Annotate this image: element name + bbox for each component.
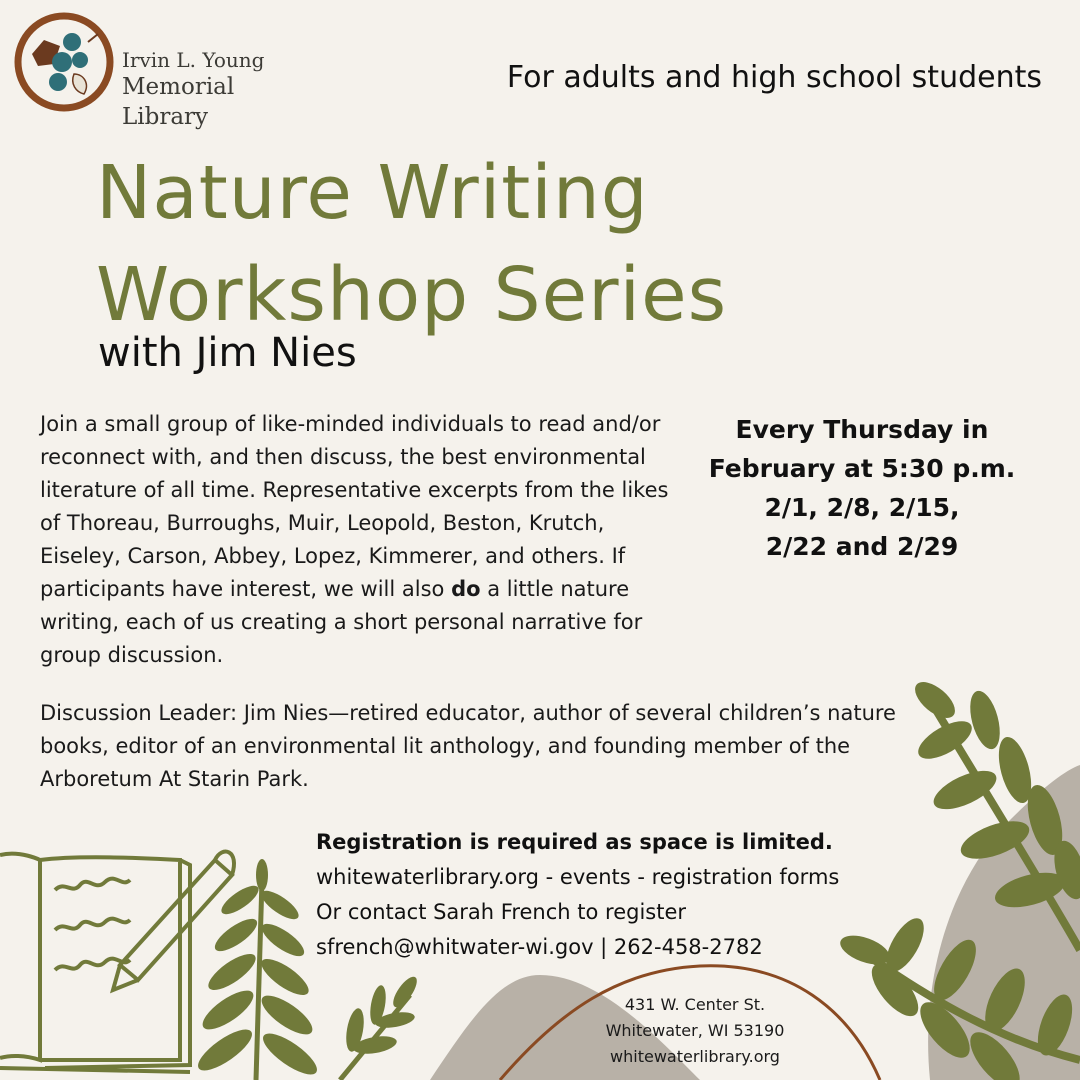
registration-info bbox=[316, 825, 916, 965]
registration-website[interactable]: whitewaterlibrary.org - events - registration forms bbox=[316, 865, 840, 889]
registration-contact: Or contact Sarah French to register bbox=[316, 900, 687, 924]
fern-left-icon bbox=[192, 859, 322, 1080]
description-text-part2: a little nature writing, each of us creating a short personal narrative for group discussion. bbox=[40, 577, 643, 667]
schedule-line3: 2/1, 2/8, 2/15, bbox=[764, 493, 960, 522]
schedule-line2: February at 5:30 p.m. bbox=[708, 454, 1016, 483]
library-name-line1: Irvin L. Young bbox=[122, 48, 265, 72]
library-logo bbox=[14, 12, 324, 130]
address-street: 431 W. Center St. bbox=[624, 995, 766, 1014]
sprig-icon bbox=[340, 973, 421, 1080]
event-schedule bbox=[706, 410, 1018, 566]
description-text-part1: Join a small group of like-minded individuals to read and/or reconnect with, and then discuss, the best environmental literature of all time. Representative excerpts from the likes of Thoreau, Burroughs, Muir, Leopold, Beston, Krutch, Eiseley, Carson, Abbey, Lopez, Kimmerer, and others. If participants have interest, we will also bbox=[40, 412, 669, 601]
audience-text: For adults and high school students bbox=[506, 60, 1042, 95]
registration-heading: Registration is required as space is limited. bbox=[316, 830, 833, 854]
event-title bbox=[96, 142, 727, 346]
event-title-line2: Workshop Series bbox=[96, 252, 728, 338]
book-and-pen-icon bbox=[0, 852, 234, 1072]
schedule-line1: Every Thursday in bbox=[735, 415, 989, 444]
library-address bbox=[560, 992, 830, 1070]
event-subtitle: with Jim Nies bbox=[98, 330, 357, 376]
description-bold-word: do bbox=[451, 577, 481, 601]
schedule-line4: 2/22 and 2/29 bbox=[765, 532, 959, 561]
library-name bbox=[122, 48, 324, 132]
address-website[interactable]: whitewaterlibrary.org bbox=[610, 1047, 780, 1066]
library-name-line2: Memorial Library bbox=[122, 74, 235, 130]
event-title-line1: Nature Writing bbox=[96, 150, 649, 236]
library-logo-icon bbox=[14, 12, 114, 112]
discussion-leader-bio: Discussion Leader: Jim Nies—retired educator, author of several children’s nature books, editor of an environmental lit anthology, and founding member of the Arboretum At Starin Park. bbox=[40, 701, 896, 791]
event-description bbox=[40, 408, 680, 672]
address-city: Whitewater, WI 53190 bbox=[605, 1021, 785, 1040]
registration-email-phone[interactable]: sfrench@whitwater-wi.gov | 262-458-2782 bbox=[316, 935, 763, 959]
